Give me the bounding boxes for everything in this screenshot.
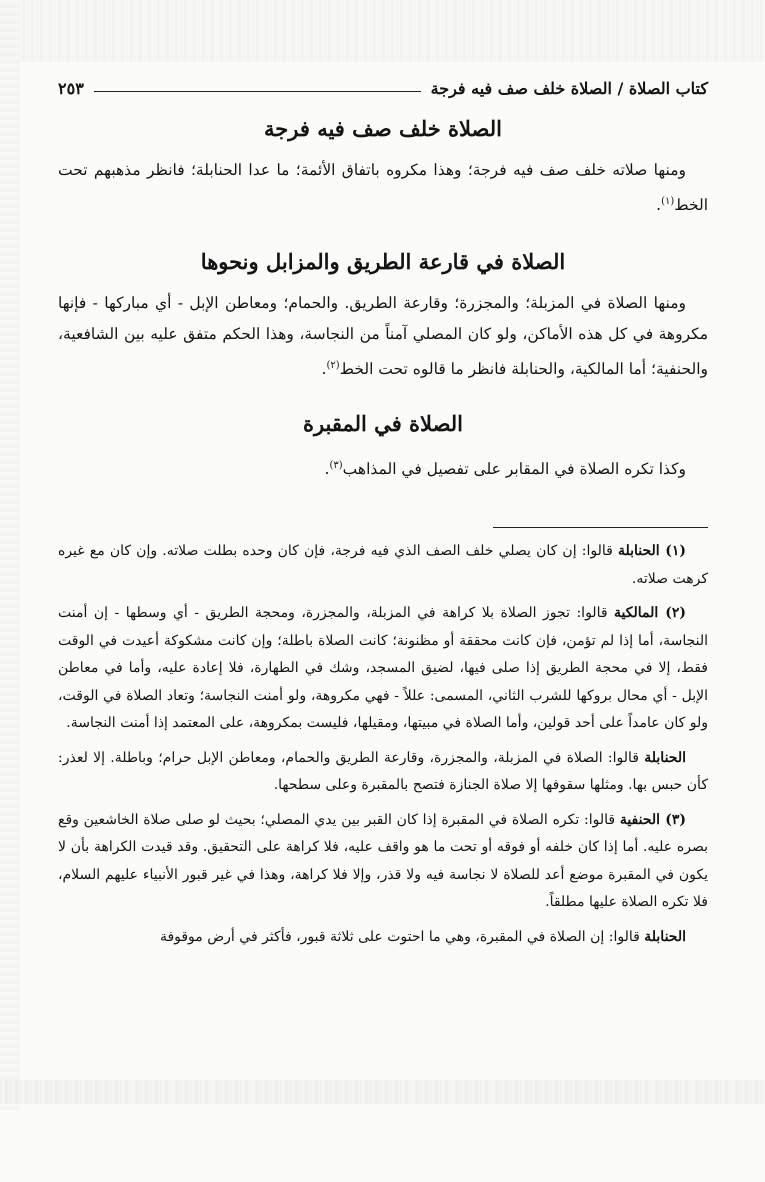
header-rule	[94, 91, 421, 92]
paragraph-end: .	[656, 196, 662, 215]
footnotes	[58, 538, 708, 951]
footnote	[58, 600, 708, 738]
footnote-text: قالوا: الصلاة في المزبلة، والمجزرة، وقارعة الطريق والحمام، ومعاطن الإبل حرام؛ وباطلة. إلا لعذر: كأن حبس بها. ومثلها سقوفها إلا صلاة الجنازة فتصح بالمقبرة وعلى سطحها.	[58, 749, 708, 794]
section-cemetery	[58, 411, 708, 485]
section-paragraph	[58, 288, 708, 385]
footnote	[58, 745, 708, 800]
book-page	[58, 72, 708, 951]
section-heading: الصلاة في قارعة الطريق والمزابل ونحوها	[200, 249, 566, 275]
footnote	[58, 924, 708, 952]
running-header	[58, 72, 708, 98]
section-heading: الصلاة في المقبرة	[302, 411, 464, 437]
footnote-text: قالوا: إن كان يصلي خلف الصف الذي فيه فرجة، فإن كان وحده بطلت صلاته. وإن كان مع غيره كرهت صلاته.	[58, 543, 708, 587]
footnote-text: قالوا: تكره الصلاة في المقبرة إذا كان القبر بين يدي المصلي؛ بحيث لو صلى صلاة الخاشعين وقع بصره عليه. أما إذا كان خلفه أو فوقه أو تحت ما هو واقف عليه، فلا كراهة على التحقيق. وقد قيدت الكراهة بأن لا يكون في المقبرة موضع أعد للصلاة لا نجاسة فيه ولا قذر، وإلا فلا كراهة، وهذا في غير قبور الأنبياء عليهم السلام، فلا تكره الصلاة عليها مطلقاً.	[58, 811, 708, 911]
footnote-lead: (٢) المالكية	[614, 605, 686, 622]
section-road-dumps	[58, 249, 708, 385]
running-title: كتاب الصلاة / الصلاة خلف صف فيه فرجة	[430, 79, 708, 98]
footnote-separator	[493, 527, 708, 528]
footnote-ref[interactable]: (٢)	[326, 360, 340, 372]
footnote	[58, 807, 708, 917]
paragraph-end: .	[321, 360, 327, 379]
scan-border-left	[0, 0, 20, 1110]
footnote	[58, 538, 708, 593]
paragraph-text: ومنها الصلاة في المزبلة؛ والمجزرة؛ وقارعة الطريق. والحمام؛ ومعاطن الإبل - أي مباركها - فإنها مكروهة في كل هذه الأماكن، ولو كان المصلي آمناً من النجاسة، وهذا الحكم متفق عليه بين الشافعية، والحنفية؛ أما المالكية، والحنابلة فانظر ما قالوه تحت الخط	[58, 294, 708, 379]
scan-border-bottom	[0, 1080, 765, 1104]
paragraph-text: ومنها صلاته خلف صف فيه فرجة؛ وهذا مكروه باتفاق الأئمة؛ ما عدا الحنابلة؛ فانظر مذهبهم تحت الخط	[58, 161, 708, 215]
paragraph-text: وكذا تكره الصلاة في المقابر على تفصيل في المذاهب	[342, 460, 686, 479]
section-heading: الصلاة خلف صف فيه فرجة	[264, 116, 502, 141]
paragraph-end: .	[324, 460, 330, 479]
footnote-ref[interactable]: (١)	[661, 196, 675, 207]
footnote-text: قالوا: إن الصلاة في المقبرة، وهي ما احتوت على ثلاثة قبور، فأكثر في أرض موقوفة	[159, 928, 645, 945]
section-paragraph	[58, 450, 708, 485]
scan-border-top	[0, 0, 765, 62]
footnote-ref[interactable]: (٣)	[329, 460, 343, 472]
section-paragraph	[58, 155, 708, 221]
footnote-text: قالوا: تجوز الصلاة بلا كراهة في المزبلة، والمجزرة، ومحجة الطريق - أي وسطها - إن أمنت النجاسة، أما إذا لم تؤمن، فإن كانت محققة أو مظنونة؛ كانت الصلاة باطلة؛ وإن كانت مشكوكة أعيدت في الوقت فقط، إلا في محجة الطريق إذا صلى فيها، لضيق المسجد، وشك في الطهارة، فلا إعادة عليه، وأما في معاطن الإبل - أي محال بروكها للشرب الثاني، المسمى: عللاً - فهي مكروهة، ولو أمنت النجاسة؛ وتعاد الصلاة في الوقت، ولو كان عامداً على أحد قولين، وأما الصلاة في مبيتها، ومقيلها، فليست بمكروهة، على المعتمد إذا أمنت النجاسة.	[58, 605, 708, 732]
page-number: ٢٥٣	[58, 79, 84, 98]
footnote-lead: الحنابلة	[644, 928, 686, 945]
footnote-lead: (٣) الحنفية	[619, 811, 686, 828]
footnote-lead: الحنابلة	[644, 749, 686, 766]
section-gap-row	[58, 116, 708, 221]
footnote-lead: (١) الحنابلة	[617, 543, 686, 560]
